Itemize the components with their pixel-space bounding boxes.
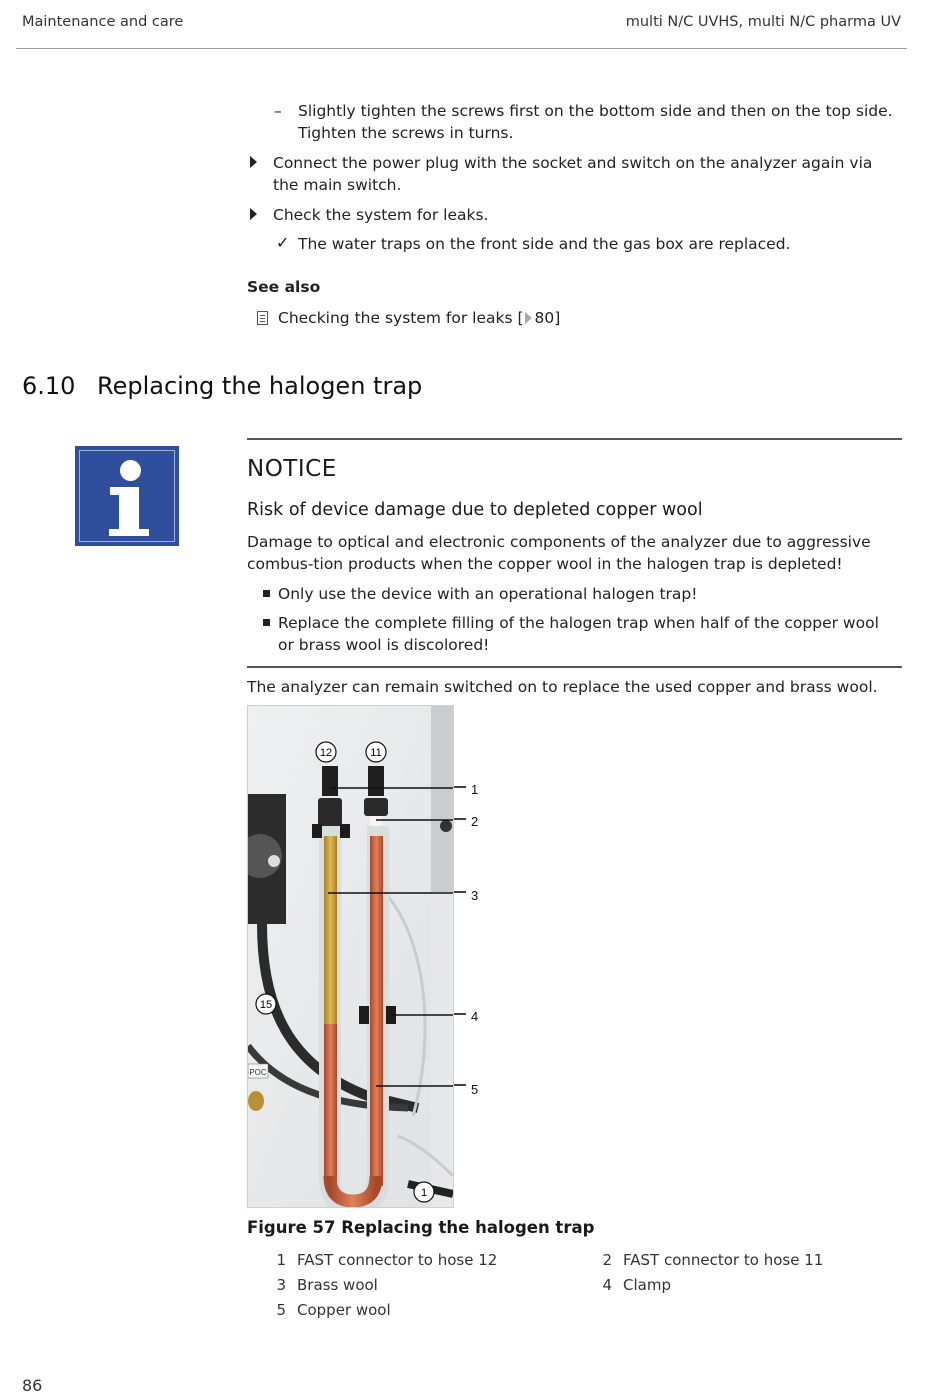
notice-bottom-rule [247,666,902,668]
hose-label-11: 11 [370,747,382,759]
notice-subheading: Risk of device damage due to depleted copper wool [247,500,703,520]
figure-caption: Figure 57 Replacing the halogen trap [247,1218,595,1237]
info-icon [75,446,179,546]
callout-number: 2 [471,814,479,829]
halogen-trap-photo [247,705,454,1208]
step-power-plug: Connect the power plug with the socket and switch on the analyzer again via the main switch. [273,154,873,194]
notice-bullet: Replace the complete filling of the halogen trap when half of the copper wool or brass wool is discolored! [278,614,879,654]
legend-number: 3 [276,1276,286,1294]
step-arrow-icon [250,156,257,168]
legend-number: 5 [276,1301,286,1319]
callout-number: 4 [471,1009,479,1024]
substep-dash: – [274,102,282,120]
step-arrow-icon [250,208,257,220]
notice-bullet: Only use the device with an operational halogen trap! [278,585,698,603]
step-result: The water traps on the front side and the gas box are replaced. [298,235,791,253]
intro-paragraph: The analyzer can remain switched on to replace the used copper and brass wool. [247,678,878,696]
page-arrow-icon [525,312,532,324]
section-number: 6.10 [22,372,76,400]
checkmark-icon: ✓ [276,233,290,252]
legend-text: FAST connector to hose 12 [297,1251,498,1269]
running-header-right: multi N/C UVHS, multi N/C pharma UV [625,14,901,30]
document-icon [257,311,268,325]
notice-body: Damage to optical and electronic components of the analyzer due to aggressive combus-tion products when the copper wool in the halogen trap is depleted! [247,533,871,573]
notice-top-rule [247,438,902,440]
page-number: 86 [22,1376,43,1395]
hose-label-12: 12 [319,747,333,759]
see-also-link-page[interactable]: 80] [534,309,561,327]
substep-text: Slightly tighten the screws first on the bottom side and then on the top side. Tighten the screws in turns. [298,102,893,142]
legend-number: 2 [602,1251,612,1269]
callout-number: 5 [471,1082,479,1097]
legend-text: FAST connector to hose 11 [623,1251,824,1269]
step-check-leaks: Check the system for leaks. [273,206,489,224]
see-also-heading: See also [247,278,321,296]
legend-text: Clamp [623,1276,671,1294]
hose-label-15: 15 [259,999,273,1011]
bullet-square-icon [263,590,270,597]
running-header-left: Maintenance and care [22,14,184,30]
section-title: Replacing the halogen trap [97,372,423,400]
hose-label-1: 1 [420,1187,428,1199]
notice-heading: NOTICE [247,456,337,482]
hose-tag-label: POC [249,1068,267,1077]
header-divider [16,48,907,49]
see-also-link-text[interactable]: Checking the system for leaks [ [278,309,524,327]
legend-number: 1 [276,1251,286,1269]
legend-text: Copper wool [297,1301,391,1319]
callout-number: 1 [471,782,479,797]
callout-leaders [454,705,494,1105]
bullet-square-icon [263,619,270,626]
legend-number: 4 [602,1276,612,1294]
legend-text: Brass wool [297,1276,378,1294]
callout-number: 3 [471,888,479,903]
see-also-link[interactable] [278,307,560,329]
